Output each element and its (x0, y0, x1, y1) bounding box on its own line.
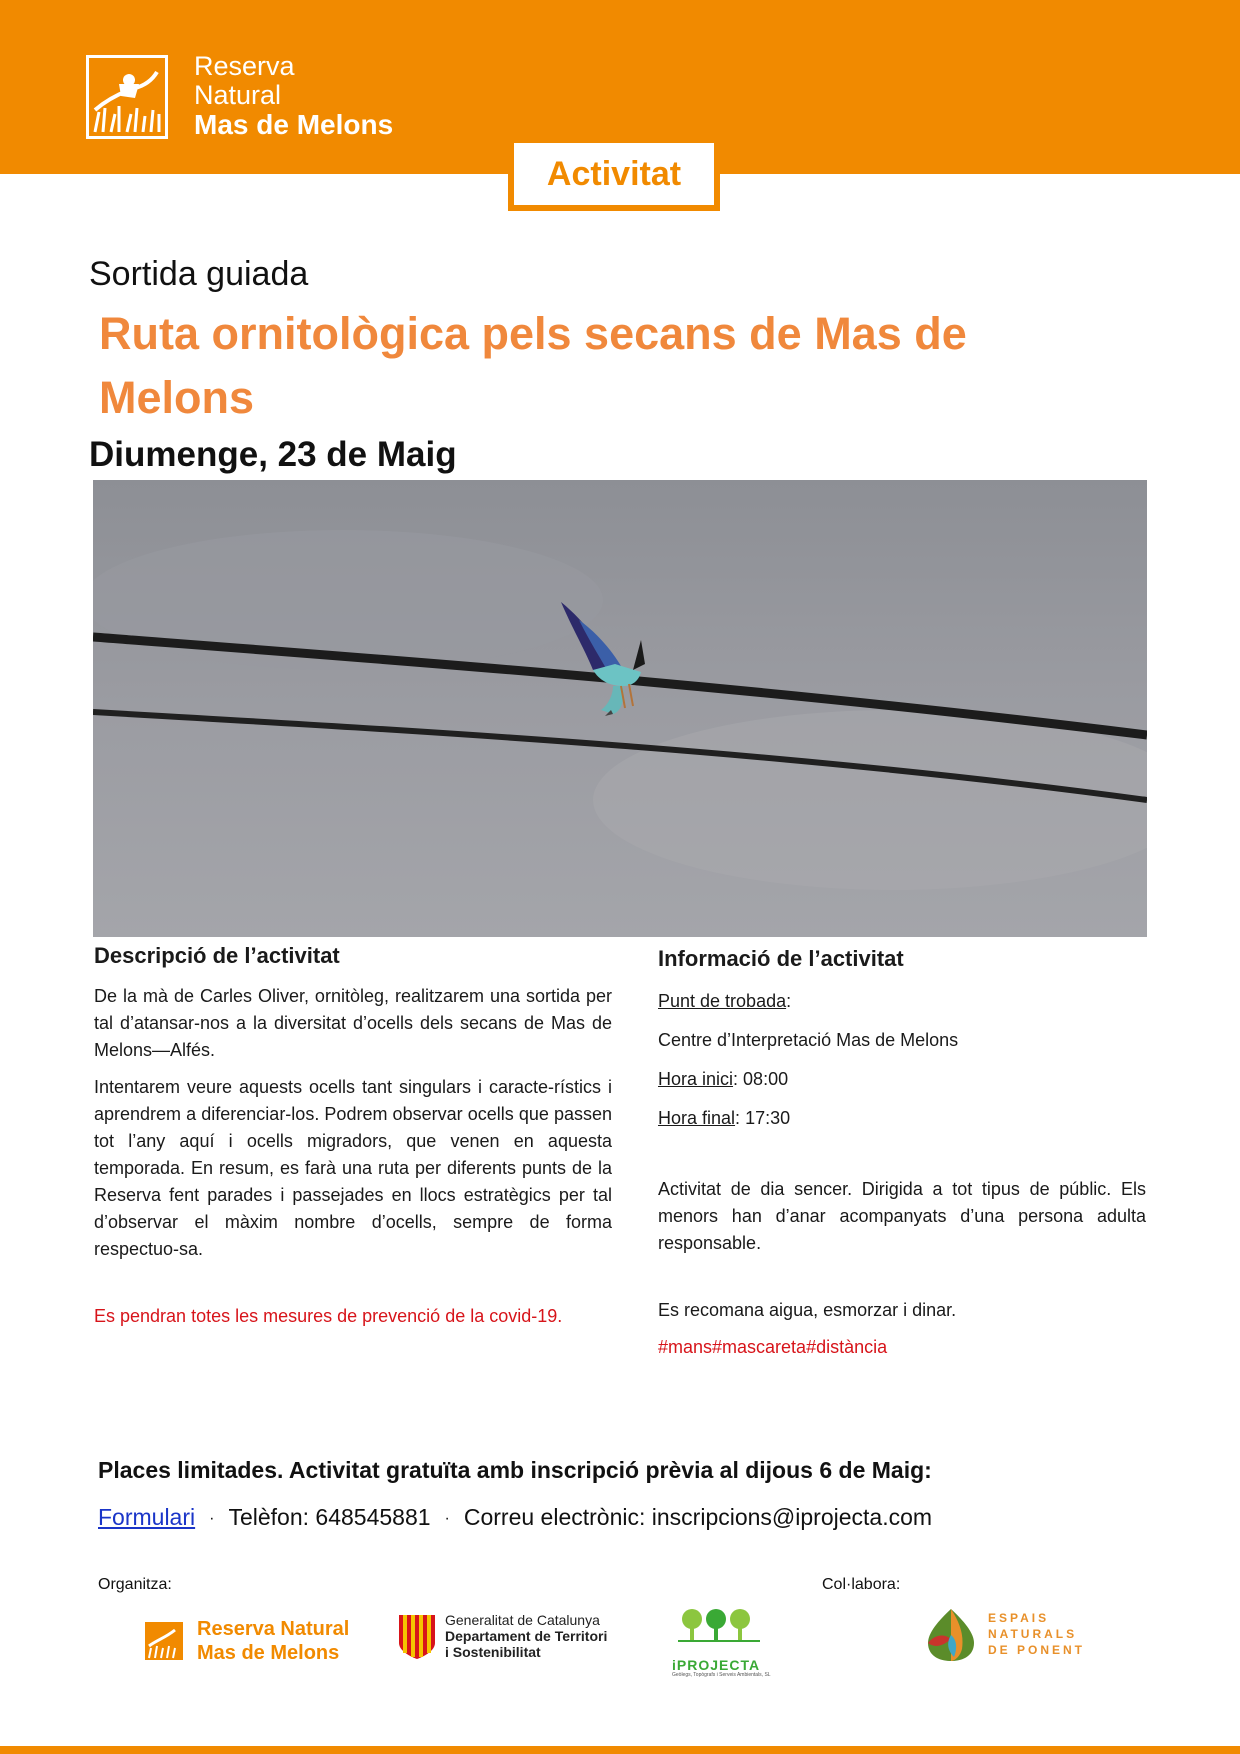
iprojecta-name: iPROJECTA (672, 1657, 761, 1673)
gen-line-2: Departament de Territori (445, 1628, 608, 1644)
covid-note: Es pendran totes les mesures de prevenció de la covid-19. (94, 1306, 563, 1326)
iprojecta-logo (664, 1605, 774, 1678)
reserve-logo (86, 55, 168, 139)
description-column (94, 943, 612, 1340)
brand-line-3: Mas de Melons (194, 109, 394, 140)
roller-bird-on-wire-image (93, 480, 1147, 937)
description-paragraph-1: De la mà de Carles Oliver, ornitòleg, realitzarem una sortida per tal d’atansar-nos a la diversitat d’ocells dels secans de Mas de Melons—Alfés. (94, 986, 612, 1060)
iprojecta-tagline: Geòlegs, Topògrafs i Serveis Ambientals, SL (672, 1672, 771, 1678)
end-label: Hora final (658, 1108, 736, 1128)
separator-2: · (444, 1509, 450, 1527)
activitat-tab (508, 137, 720, 211)
gen-line-3: i Sostenibilitat (445, 1644, 541, 1660)
places-text: Places limitades. Activitat gratuïta amb inscripció prèvia al dijous 6 de Maig: (98, 1457, 932, 1483)
end-time: 17:30 (745, 1108, 791, 1128)
event-date: Diumenge, 23 de Maig (89, 435, 457, 474)
description-heading: Descripció de l’activitat (94, 943, 340, 968)
rnmm-footer-logo (145, 1617, 349, 1665)
rnmm-line-2: Mas de Melons (197, 1642, 340, 1664)
meeting-point-row: Punt de trobada: (658, 991, 792, 1011)
organitza-label: Organitza: (98, 1576, 172, 1593)
bottom-orange-line (0, 1746, 1240, 1754)
event-title: Ruta ornitològica pels secans de Mas de Melons (99, 308, 967, 423)
info-column (658, 946, 1146, 1371)
brand-line-2: Natural (194, 80, 282, 110)
brand-line-1: Reserva (194, 51, 295, 81)
form-link[interactable]: Formulari (98, 1504, 196, 1530)
event-subtitle: Sortida guiada (89, 255, 309, 293)
bird-mini-icon (145, 1622, 183, 1660)
bird-photo (93, 480, 1147, 937)
brand-name (194, 52, 393, 139)
description-paragraph-2: Intentarem veure aquests ocells tant singulars i caracte-rístics i aprendrem a diferenciar-los. Podrem observar ocells que passen tot l’any aquí i ocells migradors, que venen en aquesta temporada. En resum, es farà una ruta per diferents punts de la Reserva fent parades i passejades en llocs estratègics per tal d’observar el màxim nombre d’ocells, sempre de forma respectuo-sa. (94, 1077, 612, 1259)
activitat-label: Activitat (514, 143, 714, 205)
separator-1: · (209, 1509, 215, 1527)
end-time-row: Hora final: 17:30 (658, 1108, 791, 1128)
start-label: Hora inici (658, 1069, 734, 1089)
bird-grass-icon (89, 58, 165, 136)
meeting-label: Punt de trobada (658, 991, 787, 1011)
start-time-row: Hora inici: 08:00 (658, 1069, 789, 1089)
espais-line-3: DE PONENT (988, 1643, 1086, 1657)
gen-line-1: Generalitat de Catalunya (445, 1612, 600, 1628)
senyera-emblem-icon (397, 1613, 437, 1659)
espais-line-2: NATURALS (988, 1627, 1078, 1641)
trees-icon (664, 1605, 774, 1653)
audience-text: Activitat de dia sencer. Dirigida a tot tipus de públic. Els menors han d’anar acompanyats d’una persona adulta responsable. (658, 1179, 1146, 1253)
espais-naturals-logo (924, 1605, 1085, 1663)
hashtags: #mans#mascareta#distància (658, 1337, 888, 1357)
phone-text: Telèfon: 648545881 (228, 1504, 431, 1530)
contact-line (98, 1504, 932, 1531)
recommendation-text: Es recomana aigua, esmorzar i dinar. (658, 1300, 957, 1320)
info-heading: Informació de l’activitat (658, 946, 904, 971)
rnmm-line-1: Reserva Natural (197, 1618, 350, 1640)
start-time: 08:00 (743, 1069, 789, 1089)
meeting-place: Centre d’Interpretació Mas de Melons (658, 1030, 959, 1050)
espais-line-1: ESPAIS (988, 1611, 1050, 1625)
collabora-label: Col·labora: (822, 1576, 901, 1593)
generalitat-logo (397, 1612, 607, 1660)
leaf-drop-icon (924, 1605, 978, 1663)
email-text: Correu electrònic: inscripcions@iprojecta.com (463, 1504, 933, 1530)
